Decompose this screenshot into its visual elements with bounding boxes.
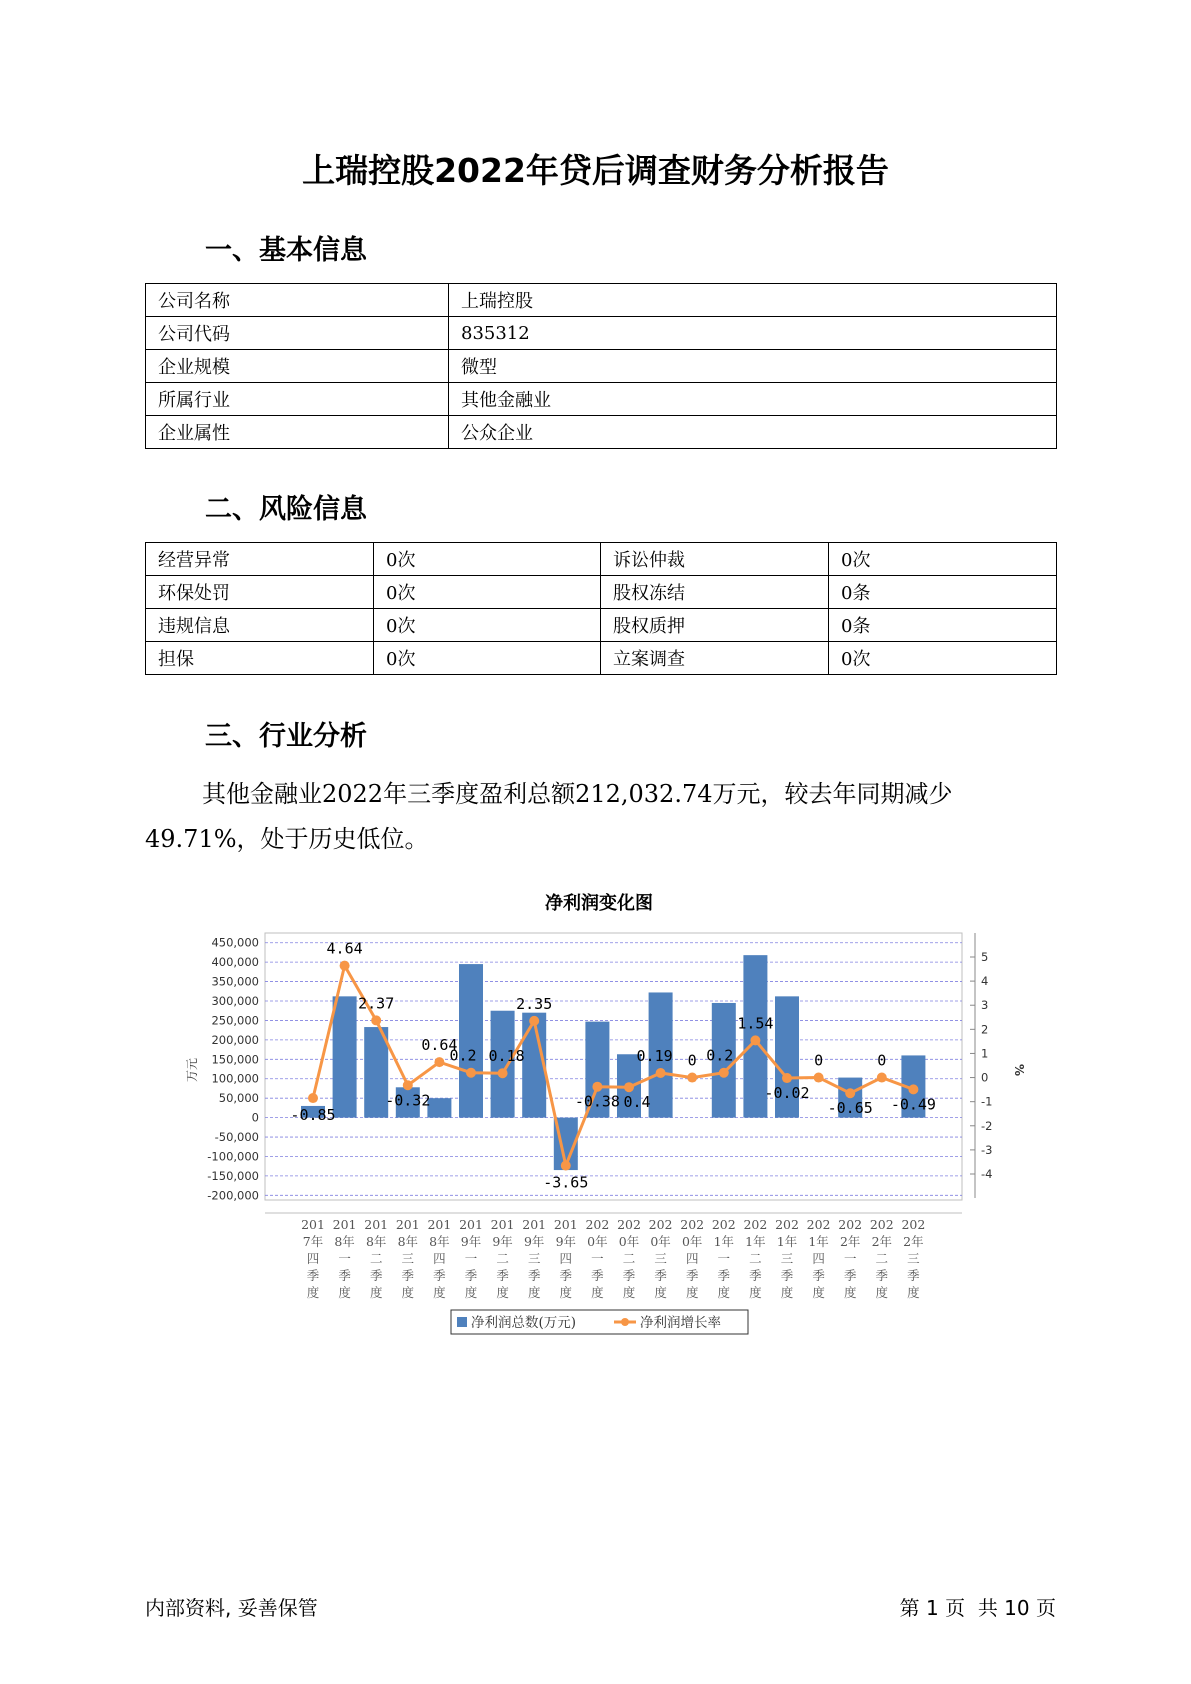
x-tick-label: 度 bbox=[622, 1285, 636, 1300]
y-axis-label: 万元 bbox=[185, 1057, 199, 1083]
y2-tick-label: 4 bbox=[981, 974, 989, 989]
x-tick-label: 季 bbox=[591, 1268, 604, 1283]
basic-info-label: 企业规模 bbox=[146, 350, 449, 383]
data-label-growth-rate: -0.65 bbox=[827, 1099, 873, 1118]
data-label-growth-rate: 0 bbox=[814, 1051, 824, 1070]
x-tick-label: 季 bbox=[749, 1268, 762, 1283]
line-growth-rate bbox=[313, 966, 913, 1166]
risk-info-value: 0条 bbox=[829, 576, 1057, 609]
x-tick-label: 度 bbox=[496, 1285, 509, 1300]
x-tick-label: 度 bbox=[907, 1285, 920, 1300]
risk-info-value: 0次 bbox=[829, 642, 1057, 675]
data-label-growth-rate: 2.35 bbox=[516, 994, 553, 1013]
x-tick-label: 四 bbox=[306, 1251, 320, 1266]
x-tick-label: 季 bbox=[622, 1268, 636, 1283]
data-label-growth-rate: -0.85 bbox=[290, 1106, 336, 1125]
x-tick-label: 201 bbox=[301, 1217, 325, 1232]
x-tick-label: 三 bbox=[780, 1251, 794, 1266]
y-tick-label: 200,000 bbox=[211, 1032, 259, 1047]
y2-tick-label: -3 bbox=[981, 1142, 993, 1157]
x-tick-label: 202 bbox=[617, 1217, 641, 1232]
x-tick-label: 201 bbox=[395, 1217, 420, 1232]
x-tick-label: 8年 bbox=[365, 1234, 387, 1249]
x-tick-label: 202 bbox=[585, 1217, 610, 1232]
x-tick-label: 二 bbox=[875, 1251, 889, 1266]
point-growth-rate bbox=[340, 961, 350, 971]
basic-info-value: 公众企业 bbox=[449, 416, 1057, 449]
x-tick-label: 8年 bbox=[429, 1234, 450, 1249]
risk-info-value: 0条 bbox=[829, 609, 1057, 642]
point-growth-rate bbox=[782, 1073, 792, 1083]
point-growth-rate bbox=[750, 1035, 760, 1045]
x-tick-label: 202 bbox=[838, 1217, 863, 1232]
basic-info-row bbox=[146, 416, 1057, 449]
point-growth-rate bbox=[371, 1015, 381, 1025]
risk-info-label: 诉讼仲裁 bbox=[601, 543, 829, 576]
net-profit-chart bbox=[0, 880, 1191, 1350]
x-tick-label: 四 bbox=[433, 1251, 446, 1266]
x-tick-label: 一 bbox=[338, 1251, 351, 1266]
risk-info-value: 0次 bbox=[374, 576, 601, 609]
data-label-growth-rate: 0.4 bbox=[623, 1093, 651, 1112]
y2-tick-label: -2 bbox=[981, 1118, 993, 1133]
point-growth-rate bbox=[814, 1073, 824, 1083]
y2-tick-label: 3 bbox=[981, 998, 989, 1013]
basic-info-label: 公司名称 bbox=[146, 284, 449, 317]
chart-title: 净利润变化图 bbox=[545, 893, 653, 914]
x-tick-label: 度 bbox=[591, 1285, 604, 1300]
x-tick-label: 9年 bbox=[492, 1234, 513, 1249]
y-tick-label: 100,000 bbox=[211, 1071, 259, 1086]
y-tick-label: -200,000 bbox=[207, 1188, 259, 1203]
x-tick-label: 二 bbox=[369, 1251, 383, 1266]
x-tick-label: 度 bbox=[464, 1285, 478, 1300]
bar-net-profit bbox=[459, 964, 483, 1118]
x-tick-label: 度 bbox=[559, 1285, 573, 1300]
legend-label-line: 净利润增长率 bbox=[640, 1315, 721, 1331]
data-label-growth-rate: 2.37 bbox=[358, 994, 395, 1013]
point-growth-rate bbox=[687, 1073, 697, 1083]
x-tick-label: 季 bbox=[401, 1268, 415, 1283]
x-tick-label: 201 bbox=[364, 1217, 389, 1232]
basic-info-value: 上瑞控股 bbox=[449, 284, 1057, 317]
x-tick-label: 201 bbox=[490, 1217, 515, 1232]
x-tick-label: 度 bbox=[843, 1285, 857, 1300]
basic-info-label: 所属行业 bbox=[146, 383, 449, 416]
basic-info-label: 企业属性 bbox=[146, 416, 449, 449]
basic-info-row bbox=[146, 383, 1057, 416]
point-growth-rate bbox=[561, 1161, 571, 1171]
basic-info-table bbox=[145, 283, 1057, 449]
point-growth-rate bbox=[403, 1080, 413, 1090]
point-growth-rate bbox=[845, 1088, 855, 1098]
x-tick-label: 1年 bbox=[713, 1234, 735, 1249]
x-tick-label: 202 bbox=[806, 1217, 831, 1232]
data-label-growth-rate: -3.65 bbox=[543, 1173, 589, 1192]
x-tick-label: 202 bbox=[711, 1217, 736, 1232]
y-tick-label: -150,000 bbox=[207, 1168, 259, 1183]
x-tick-label: 201 bbox=[553, 1217, 578, 1232]
data-label-growth-rate: 0.18 bbox=[488, 1047, 525, 1066]
x-tick-label: 201 bbox=[332, 1217, 357, 1232]
footer-page-number: 第 1 页 共 10 页 bbox=[899, 1596, 1056, 1620]
x-tick-label: 季 bbox=[875, 1268, 889, 1283]
x-tick-label: 一 bbox=[591, 1251, 604, 1266]
risk-info-label: 担保 bbox=[146, 642, 374, 675]
y-tick-label: 250,000 bbox=[211, 1013, 259, 1028]
x-tick-label: 三 bbox=[654, 1251, 667, 1266]
y2-tick-label: 1 bbox=[981, 1046, 989, 1061]
data-label-growth-rate: 0.64 bbox=[421, 1036, 458, 1055]
x-tick-label: 季 bbox=[306, 1268, 320, 1283]
x-tick-label: 季 bbox=[369, 1268, 383, 1283]
basic-info-row bbox=[146, 350, 1057, 383]
x-tick-label: 2年 bbox=[839, 1234, 861, 1249]
x-tick-label: 季 bbox=[496, 1268, 509, 1283]
x-tick-label: 1年 bbox=[745, 1234, 766, 1249]
data-label-growth-rate: -0.49 bbox=[890, 1095, 936, 1114]
risk-info-row bbox=[146, 609, 1057, 642]
risk-info-value: 0次 bbox=[374, 543, 601, 576]
x-tick-label: 度 bbox=[527, 1285, 541, 1300]
x-tick-label: 度 bbox=[780, 1285, 794, 1300]
risk-info-row bbox=[146, 543, 1057, 576]
y2-tick-label: -1 bbox=[981, 1094, 993, 1109]
data-label-growth-rate: -0.32 bbox=[385, 1091, 431, 1110]
basic-info-row bbox=[146, 317, 1057, 350]
risk-info-value: 0次 bbox=[374, 642, 601, 675]
basic-info-value: 其他金融业 bbox=[449, 383, 1057, 416]
point-growth-rate bbox=[719, 1068, 729, 1078]
y-tick-label: 150,000 bbox=[211, 1052, 259, 1067]
report-title: 上瑞控股2022年贷后调查财务分析报告 bbox=[302, 151, 889, 190]
basic-info-value: 微型 bbox=[449, 350, 1057, 383]
x-tick-label: 0年 bbox=[587, 1234, 608, 1249]
x-tick-label: 季 bbox=[433, 1268, 446, 1283]
industry-paragraph: 其他金融业2022年三季度盈利总额212,032.74万元，较去年同期减少49.71%，处于历史低位。 bbox=[145, 780, 953, 853]
x-tick-label: 一 bbox=[464, 1251, 478, 1266]
bar-net-profit bbox=[333, 996, 357, 1117]
x-tick-label: 201 bbox=[522, 1217, 547, 1232]
x-tick-label: 二 bbox=[496, 1251, 509, 1266]
y-tick-label: 0 bbox=[251, 1110, 259, 1125]
data-label-growth-rate: 0.19 bbox=[636, 1046, 673, 1065]
data-label-growth-rate: -0.38 bbox=[574, 1092, 620, 1111]
x-tick-label: 0年 bbox=[650, 1234, 671, 1249]
y-tick-label: 450,000 bbox=[211, 935, 259, 950]
basic-info-label: 公司代码 bbox=[146, 317, 449, 350]
risk-info-row bbox=[146, 642, 1057, 675]
risk-info-label: 股权冻结 bbox=[601, 576, 829, 609]
x-tick-label: 度 bbox=[717, 1285, 731, 1300]
x-tick-label: 度 bbox=[401, 1285, 415, 1300]
point-growth-rate bbox=[908, 1084, 918, 1094]
y-tick-label: 300,000 bbox=[211, 994, 259, 1009]
x-tick-label: 9年 bbox=[555, 1234, 577, 1249]
x-tick-label: 一 bbox=[843, 1251, 857, 1266]
risk-info-label: 环保处罚 bbox=[146, 576, 374, 609]
point-growth-rate bbox=[624, 1082, 634, 1092]
legend-swatch-marker bbox=[621, 1318, 629, 1326]
point-growth-rate bbox=[498, 1068, 508, 1078]
x-tick-label: 度 bbox=[812, 1285, 825, 1300]
y-tick-label: 350,000 bbox=[211, 974, 259, 989]
x-tick-label: 季 bbox=[907, 1268, 920, 1283]
data-label-growth-rate: 0.2 bbox=[449, 1046, 477, 1065]
y2-tick-label: 2 bbox=[981, 1022, 989, 1037]
x-tick-label: 8年 bbox=[334, 1234, 355, 1249]
x-tick-label: 201 bbox=[427, 1217, 452, 1232]
x-tick-label: 1年 bbox=[808, 1234, 829, 1249]
x-tick-label: 度 bbox=[433, 1285, 446, 1300]
x-tick-label: 三 bbox=[907, 1251, 920, 1266]
x-tick-label: 202 bbox=[869, 1217, 894, 1232]
x-tick-label: 季 bbox=[464, 1268, 478, 1283]
risk-info-row bbox=[146, 576, 1057, 609]
y2-tick-label: 5 bbox=[981, 950, 989, 964]
x-tick-label: 四 bbox=[812, 1251, 825, 1266]
point-growth-rate bbox=[308, 1093, 318, 1103]
x-tick-label: 三 bbox=[527, 1251, 541, 1266]
y2-tick-label: 0 bbox=[981, 1070, 989, 1085]
x-tick-label: 度 bbox=[875, 1285, 889, 1300]
x-tick-label: 0年 bbox=[681, 1234, 703, 1249]
x-tick-label: 2年 bbox=[871, 1234, 893, 1249]
x-tick-label: 季 bbox=[685, 1268, 699, 1283]
point-growth-rate bbox=[592, 1082, 602, 1092]
risk-info-label: 股权质押 bbox=[601, 609, 829, 642]
x-tick-label: 7年 bbox=[302, 1234, 324, 1249]
data-label-growth-rate: 0.2 bbox=[706, 1046, 734, 1065]
x-tick-label: 季 bbox=[559, 1268, 573, 1283]
x-tick-label: 度 bbox=[685, 1285, 699, 1300]
x-tick-label: 202 bbox=[680, 1217, 705, 1232]
x-tick-label: 四 bbox=[685, 1251, 699, 1266]
point-growth-rate bbox=[434, 1057, 444, 1067]
point-growth-rate bbox=[529, 1016, 539, 1026]
y-tick-label: 400,000 bbox=[211, 955, 259, 970]
x-tick-label: 季 bbox=[527, 1268, 541, 1283]
x-tick-label: 9年 bbox=[523, 1234, 545, 1249]
x-tick-label: 度 bbox=[654, 1285, 667, 1300]
y2-tick-label: -4 bbox=[981, 1167, 993, 1181]
risk-info-value: 0次 bbox=[829, 543, 1057, 576]
point-growth-rate bbox=[656, 1068, 666, 1078]
x-tick-label: 度 bbox=[338, 1285, 351, 1300]
x-tick-label: 202 bbox=[775, 1217, 799, 1232]
point-growth-rate bbox=[877, 1073, 887, 1083]
x-tick-label: 季 bbox=[843, 1268, 857, 1283]
x-tick-label: 202 bbox=[743, 1217, 768, 1232]
bar-net-profit bbox=[427, 1098, 451, 1117]
x-tick-label: 二 bbox=[622, 1251, 636, 1266]
data-label-growth-rate: 1.54 bbox=[737, 1014, 774, 1033]
x-tick-label: 度 bbox=[306, 1285, 320, 1300]
basic-info-value: 835312 bbox=[449, 317, 1057, 350]
x-tick-label: 二 bbox=[749, 1251, 762, 1266]
risk-info-value: 0次 bbox=[374, 609, 601, 642]
point-growth-rate bbox=[466, 1068, 476, 1078]
x-tick-label: 季 bbox=[654, 1268, 667, 1283]
section-risk-info-heading: 二、风险信息 bbox=[205, 494, 367, 525]
risk-info-table bbox=[145, 542, 1057, 675]
x-tick-label: 9年 bbox=[460, 1234, 482, 1249]
y-tick-label: -100,000 bbox=[207, 1149, 259, 1164]
x-tick-label: 2年 bbox=[903, 1234, 924, 1249]
x-tick-label: 四 bbox=[559, 1251, 573, 1266]
risk-info-label: 立案调查 bbox=[601, 642, 829, 675]
y-tick-label: -50,000 bbox=[214, 1130, 259, 1145]
y-tick-label: 50,000 bbox=[218, 1091, 259, 1106]
x-tick-label: 202 bbox=[901, 1217, 926, 1232]
x-tick-label: 1年 bbox=[776, 1234, 798, 1249]
x-tick-label: 0年 bbox=[618, 1234, 640, 1249]
section-basic-info-heading: 一、基本信息 bbox=[205, 235, 367, 266]
y2-axis-label: % bbox=[1012, 1063, 1026, 1077]
x-tick-label: 度 bbox=[369, 1285, 383, 1300]
data-label-growth-rate: 4.64 bbox=[326, 939, 363, 958]
x-tick-label: 一 bbox=[717, 1251, 731, 1266]
legend-swatch-bar bbox=[457, 1317, 467, 1327]
x-tick-label: 季 bbox=[338, 1268, 351, 1283]
legend-label-bar: 净利润总数(万元) bbox=[471, 1315, 577, 1331]
x-tick-label: 201 bbox=[459, 1217, 483, 1232]
x-tick-label: 季 bbox=[717, 1268, 731, 1283]
x-tick-label: 8年 bbox=[397, 1234, 419, 1249]
x-tick-label: 度 bbox=[749, 1285, 762, 1300]
risk-info-label: 经营异常 bbox=[146, 543, 374, 576]
data-label-growth-rate: 0 bbox=[687, 1051, 697, 1070]
x-tick-label: 季 bbox=[780, 1268, 794, 1283]
section-industry-heading: 三、行业分析 bbox=[205, 721, 367, 752]
x-tick-label: 202 bbox=[648, 1217, 673, 1232]
data-label-growth-rate: -0.02 bbox=[764, 1084, 810, 1103]
data-label-growth-rate: 0 bbox=[877, 1051, 887, 1070]
basic-info-row bbox=[146, 284, 1057, 317]
footer-confidential: 内部资料, 妥善保管 bbox=[145, 1596, 318, 1620]
x-tick-label: 季 bbox=[812, 1268, 825, 1283]
risk-info-label: 违规信息 bbox=[146, 609, 374, 642]
x-tick-label: 三 bbox=[401, 1251, 415, 1266]
